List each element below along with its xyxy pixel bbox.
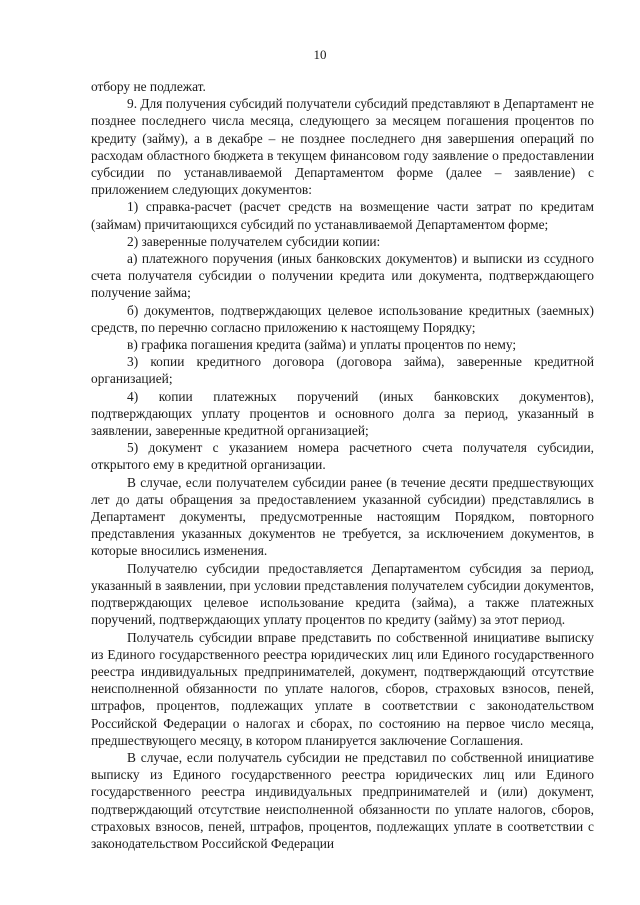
paragraph: Получателю субсидии предоставляется Департаментом субсидия за период, указанный в заявлении, при условии представления получателем субсидии документов, подтверждающих целевое использование кредита (займа), а также платежных поручений, подтверждающих уплату процентов по кредиту (займу) за этот период. [91, 560, 594, 628]
paragraph: В случае, если получатель субсидии не представил по собственной инициативе выписку из Единого государственного реестра юридических лиц или Единого государственного реестра индивидуальных предпринимателей и (или) документ, подтверждающий отсутствие неисполненной обязанности по уплате налогов, сборов, страховых взносов, пеней, штрафов, процентов, подлежащих уплате в соответствии с законодательством Российской Федерации [91, 749, 594, 851]
paragraph: Получатель субсидии вправе представить по собственной инициативе выписку из Единого государственного реестра юридических лиц или Единого государственного реестра индивидуальных предпринимателей, документ, подтверждающий отсутствие неисполненной обязанности по уплате налогов, сборов, страховых взносов, пеней, штрафов, процентов, подлежащих уплате в соответствии с законодательством Российской Федерации о налогах и сборах, по состоянию на первое число месяца, предшествующего месяцу, в котором планируется заключение Соглашения. [91, 629, 594, 748]
paragraph: 1) справка-расчет (расчет средств на возмещение части затрат по кредитам (займам) причитающихся субсидий по устанавливаемой Департаментом форме; [91, 199, 594, 232]
paragraph: 2) заверенные получателем субсидии копии: [127, 233, 381, 249]
page-number: 10 [313, 47, 327, 62]
paragraph: 5) документ с указанием номера расчетного счета получателя субсидии, открытого ему в кредитной организации. [91, 440, 594, 473]
paragraph: 3) копии кредитного договора (договора займа), заверенные кредитной организацией; [91, 354, 594, 387]
paragraph: 9. Для получения субсидий получатели субсидий представляют в Департамент не позднее последнего числа месяца, следующего за месяцем погашения процентов по кредиту (займу), а в декабре – не позднее последнего дня завершения операций по расходам областного бюджета в текущем финансовом году заявление о предоставлении субсидии по устанавливаемой Департаментом форме (далее – заявление) с приложением следующих документов: [91, 96, 594, 198]
paragraph: В случае, если получателем субсидии ранее (в течение десяти предшествующих лет до даты обращения за предоставлением указанной субсидии) представлялись в Департамент документы, предусмотренные настоящим Порядком, повторного представления указанных документов не требуется, за исключением документов, в которые вносились изменения. [91, 474, 594, 559]
body-text [91, 78, 594, 852]
paragraph: 4) копии платежных поручений (иных банковских документов), подтверждающих уплату процентов и основного долга за период, указанный в заявлении, заверенные кредитной организацией; [91, 388, 594, 439]
paragraph: б) документов, подтверждающих целевое использование кредитных (заемных) средств, по перечню согласно приложению к настоящему Порядку; [91, 302, 594, 335]
paragraph: отбору не подлежат. [91, 79, 206, 94]
paragraph: в) графика погашения кредита (займа) и уплаты процентов по нему; [127, 337, 517, 353]
paragraph: а) платежного поручения (иных банковских документов) и выписки из ссудного счета получателя субсидии о получении кредита или документа, подтверждающего получение займа; [91, 251, 594, 301]
